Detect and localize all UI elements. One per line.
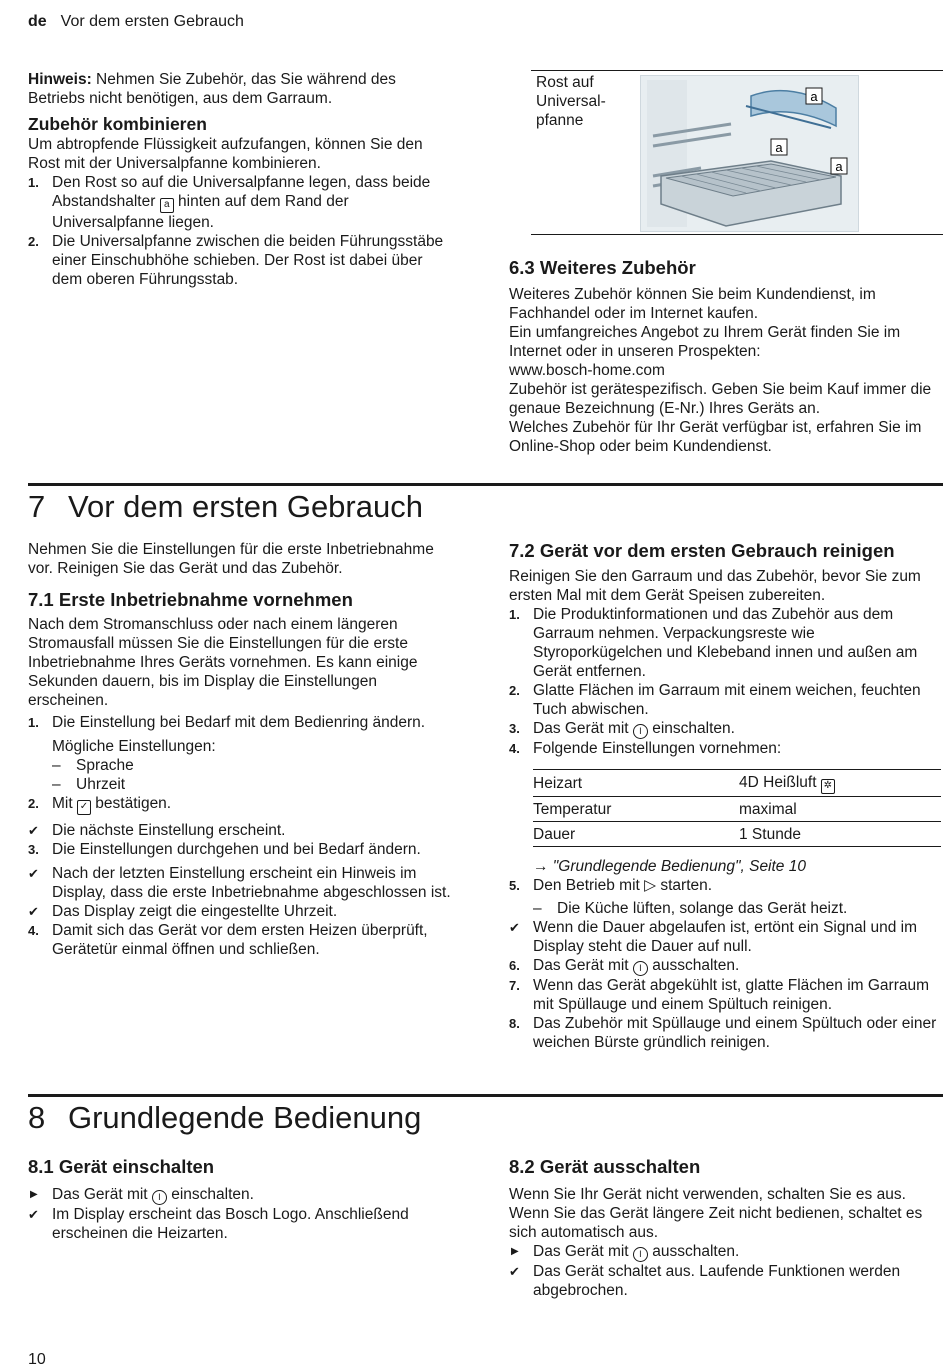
chapter-7-rule — [28, 483, 943, 486]
hint-paragraph — [28, 70, 448, 108]
s72-result-5 — [509, 918, 943, 956]
language-tag: de — [28, 13, 47, 30]
table-cell: Heizart — [533, 770, 739, 797]
running-header — [28, 12, 244, 31]
s63-url: www.bosch-home.com — [509, 362, 665, 379]
chapter-7-intro: Nehmen Sie die Einstellungen für die erste Inbetriebnahme vor. Reinigen Sie das Gerät und das Zubehör. — [28, 541, 434, 577]
s72-step-4 — [509, 739, 943, 758]
step-text: Den Betrieb mit — [533, 877, 645, 894]
s71-step-2 — [28, 794, 453, 815]
step-text: Mit — [52, 795, 77, 812]
step-number: 3. — [28, 842, 39, 857]
kombinieren-step-1 — [28, 173, 448, 232]
step-number: 3. — [509, 721, 520, 736]
s72-step-8 — [509, 1014, 943, 1052]
table-cell: maximal — [739, 797, 941, 822]
section-8-1-heading: 8.1 Gerät einschalten — [28, 1156, 215, 1177]
s72-dash-5 — [533, 899, 943, 918]
section-8-1 — [28, 1155, 468, 1243]
s63-paragraph: Weiteres Zubehör können Sie beim Kundendienst, im Fachhandel oder im Internet kaufen. — [509, 286, 876, 322]
step-number: 4. — [28, 923, 39, 938]
step-text: Die Einstellungen durchgehen und bei Bedarf ändern. — [52, 841, 421, 858]
result-text: Nach der letzten Einstellung erscheint ein Hinweis im Display, dass die erste Inbetriebnahme abgeschlossen ist. — [52, 865, 451, 901]
s82-result — [509, 1262, 929, 1300]
table-row — [533, 797, 941, 822]
check-icon: ✔ — [509, 1264, 520, 1279]
figure-caption: Rost auf Universal-pfanne — [536, 74, 606, 129]
section-7-2-heading: 7.2 Gerät vor dem ersten Gebrauch reinigen — [509, 540, 895, 561]
chapter-number: 8 — [28, 1100, 46, 1135]
kombinieren-intro: Um abtropfende Flüssigkeit aufzufangen, können Sie den Rost mit der Universalpfanne kombinieren. — [28, 136, 423, 172]
s81-action — [28, 1185, 468, 1205]
dash-marker: – — [52, 757, 61, 774]
hint-text: Nehmen Sie Zubehör, das Sie während des Betriebs nicht benötigen, aus dem Garraum. — [28, 71, 396, 107]
dash-text: Die Küche lüften, solange das Gerät heizt. — [557, 900, 848, 917]
step-text: starten. — [656, 877, 713, 894]
action-text: Das Gerät mit — [52, 1186, 152, 1203]
cross-reference: → "Grundlegende Bedienung", Seite 10 — [533, 858, 806, 875]
step-text: ausschalten. — [647, 957, 740, 974]
callout-a: a — [775, 140, 783, 155]
step-number: 1. — [28, 175, 39, 190]
check-icon: ✔ — [28, 1207, 39, 1222]
step-number: 2. — [509, 683, 520, 698]
table-cell: Dauer — [533, 822, 739, 847]
4d-hot-air-icon: ✲ — [821, 779, 835, 794]
table-value: 4D Heißluft — [739, 774, 817, 791]
s71-result-3b — [28, 902, 453, 921]
step-text: hinten auf dem Rand der Universalpfanne liegen. — [52, 193, 349, 231]
chapter-title: Grundlegende Bedienung — [68, 1100, 422, 1135]
table-cell: 1 Stunde — [739, 822, 941, 847]
result-text: Die nächste Einstellung erscheint. — [52, 822, 286, 839]
table-cell — [739, 770, 941, 797]
step-text: Die Universalpfanne zwischen die beiden Führungsstäbe einer Einschubhöhe schieben. Der Rost ist dabei über dem oberen Führungsstab. — [52, 233, 444, 288]
step-text: Damit sich das Gerät vor dem ersten Heizen überprüft, Gerätetür einmal öffnen und schließen. — [52, 922, 428, 958]
result-text: Wenn die Dauer abgelaufen ist, ertönt ein Signal und im Display steht die Dauer auf null. — [533, 919, 918, 955]
step-text: Den Rost so auf die Universalpfanne legen, dass beide Abstandshalter — [52, 174, 431, 210]
table-cell: Temperatur — [533, 797, 739, 822]
step-number: 4. — [509, 741, 520, 756]
figure-bottom-rule — [531, 234, 943, 235]
option-item — [52, 775, 453, 794]
table-row — [533, 770, 941, 797]
chapter-title: Vor dem ersten Gebrauch — [68, 489, 423, 524]
step-number: 6. — [509, 958, 520, 973]
action-triangle-icon: ▶ — [30, 1189, 38, 1200]
step-text: Das Gerät mit — [533, 720, 633, 737]
step-number: 8. — [509, 1016, 520, 1031]
s72-intro: Reinigen Sie den Garraum und das Zubehör, bevor Sie zum ersten Mal mit dem Gerät Speisen zubereiten. — [509, 568, 921, 604]
confirm-icon: ✓ — [77, 800, 91, 815]
hint-label: Hinweis: — [28, 71, 92, 88]
section-7-1-heading: 7.1 Erste Inbetriebnahme vornehmen — [28, 589, 353, 610]
callout-a: a — [810, 89, 818, 104]
chapter-8-rule — [28, 1094, 943, 1097]
section-7-2 — [509, 539, 943, 1052]
header-title: Vor dem ersten Gebrauch — [60, 13, 244, 30]
step-number: 1. — [509, 607, 520, 622]
table-row — [533, 822, 941, 847]
callout-a: a — [835, 159, 843, 174]
step-text: Das Zubehör mit Spüllauge und einem Spültuch oder einer weichen Bürste gründlich reinigen. — [533, 1015, 937, 1051]
rack-on-pan-illustration — [640, 75, 859, 232]
option-item — [52, 756, 453, 775]
s81-result — [28, 1205, 468, 1243]
action-text: ausschalten. — [647, 1243, 740, 1260]
figure-top-rule — [531, 70, 943, 71]
settings-table — [533, 769, 941, 847]
start-icon: ▷ — [644, 877, 657, 894]
power-icon: I — [633, 1247, 648, 1262]
s71-step-4 — [28, 921, 453, 959]
step-text: bestätigen. — [90, 795, 172, 812]
check-icon: ✔ — [28, 823, 39, 838]
page-number: 10 — [28, 1351, 46, 1368]
s71-step-1 — [28, 713, 453, 732]
check-icon: ✔ — [509, 920, 520, 935]
power-icon: I — [633, 961, 648, 976]
s72-step-5 — [509, 876, 943, 895]
s82-action — [509, 1242, 929, 1262]
left-top-column — [28, 70, 448, 289]
step-number: 7. — [509, 978, 520, 993]
check-icon: ✔ — [28, 866, 39, 881]
check-icon: ✔ — [28, 904, 39, 919]
step-text: Glatte Flächen im Garraum mit einem weichen, feuchten Tuch abwischen. — [533, 682, 921, 718]
s72-step-2 — [509, 681, 943, 719]
step-text: Das Gerät mit — [533, 957, 633, 974]
spacer-a-icon: a — [160, 198, 174, 213]
chapter-7-heading — [28, 489, 423, 525]
kombinieren-step-2 — [28, 232, 448, 289]
action-text: einschalten. — [166, 1186, 254, 1203]
power-icon: I — [633, 724, 648, 739]
chapter-8-heading — [28, 1100, 421, 1136]
step-number: 1. — [28, 715, 39, 730]
s71-intro: Nach dem Stromanschluss oder nach einem längeren Stromausfall müssen Sie die Einstellungen für die erste Inbetriebnahme Ihres Geräts vornehmen. Es kann einige Sekunden dauern, bis im Display die Einstellungen erscheinen. — [28, 616, 418, 709]
result-text: Im Display erscheint das Bosch Logo. Anschließend erscheinen die Heizarten. — [52, 1206, 409, 1242]
step-text: Die Einstellung bei Bedarf mit dem Bedienring ändern. — [52, 714, 426, 731]
s72-step-6 — [509, 956, 943, 976]
s63-paragraph: Welches Zubehör für Ihr Gerät verfügbar ist, erfahren Sie im Online-Shop oder beim Kundendienst. — [509, 419, 922, 455]
kombinieren-heading: Zubehör kombinieren — [28, 114, 207, 134]
result-text: Das Display zeigt die eingestellte Uhrzeit. — [52, 903, 338, 920]
s71-result-2 — [28, 821, 453, 840]
power-icon: I — [152, 1190, 167, 1205]
rack-illustration-svg — [641, 76, 858, 231]
s71-step-3 — [28, 840, 453, 859]
step-number: 2. — [28, 234, 39, 249]
step-number: 2. — [28, 796, 39, 811]
chapter-number: 7 — [28, 489, 46, 524]
step-text: Folgende Einstellungen vornehmen: — [533, 740, 782, 757]
s72-step-7 — [509, 976, 943, 1014]
action-text: Das Gerät mit — [533, 1243, 633, 1260]
left-chapter-7-column — [28, 540, 453, 959]
s71-possible: Mögliche Einstellungen: — [52, 738, 216, 755]
section-6-3-heading: 6.3 Weiteres Zubehör — [509, 257, 696, 278]
step-number: 5. — [509, 878, 520, 893]
s63-paragraph: Zubehör ist gerätespezifisch. Geben Sie beim Kauf immer die genaue Bezeichnung (E-Nr.) Ihres Geräts an. — [509, 381, 932, 417]
dash-marker: – — [533, 900, 542, 917]
section-8-2-heading: 8.2 Gerät ausschalten — [509, 1156, 701, 1177]
result-text: Das Gerät schaltet aus. Laufende Funktionen werden abgebrochen. — [533, 1263, 901, 1299]
step-text: einschalten. — [647, 720, 735, 737]
s72-step-1 — [509, 605, 943, 681]
dash-marker: – — [52, 776, 61, 793]
s71-result-3a — [28, 864, 453, 902]
step-text: Die Produktinformationen und das Zubehör aus dem Garraum nehmen. Verpackungsreste wie Styroporkügelchen und Klebeband innen und außen am Gerät entfernen. — [533, 606, 918, 680]
section-8-2 — [509, 1155, 929, 1300]
option-text: Sprache — [76, 757, 134, 774]
step-text: Wenn das Gerät abgekühlt ist, glatte Flächen im Garraum mit Spüllauge und einem Spültuch reinigen. — [533, 977, 930, 1013]
section-6-3 — [509, 256, 939, 456]
s63-paragraph: Ein umfangreiches Angebot zu Ihrem Gerät finden Sie im Internet oder in unseren Prospekten: — [509, 324, 901, 360]
s82-intro: Wenn Sie Ihr Gerät nicht verwenden, schalten Sie es aus. Wenn Sie das Gerät längere Zeit nicht bedienen, schaltet es sich automatisch aus. — [509, 1186, 923, 1241]
action-triangle-icon: ▶ — [511, 1246, 519, 1257]
option-text: Uhrzeit — [76, 776, 126, 793]
s72-step-3 — [509, 719, 943, 739]
